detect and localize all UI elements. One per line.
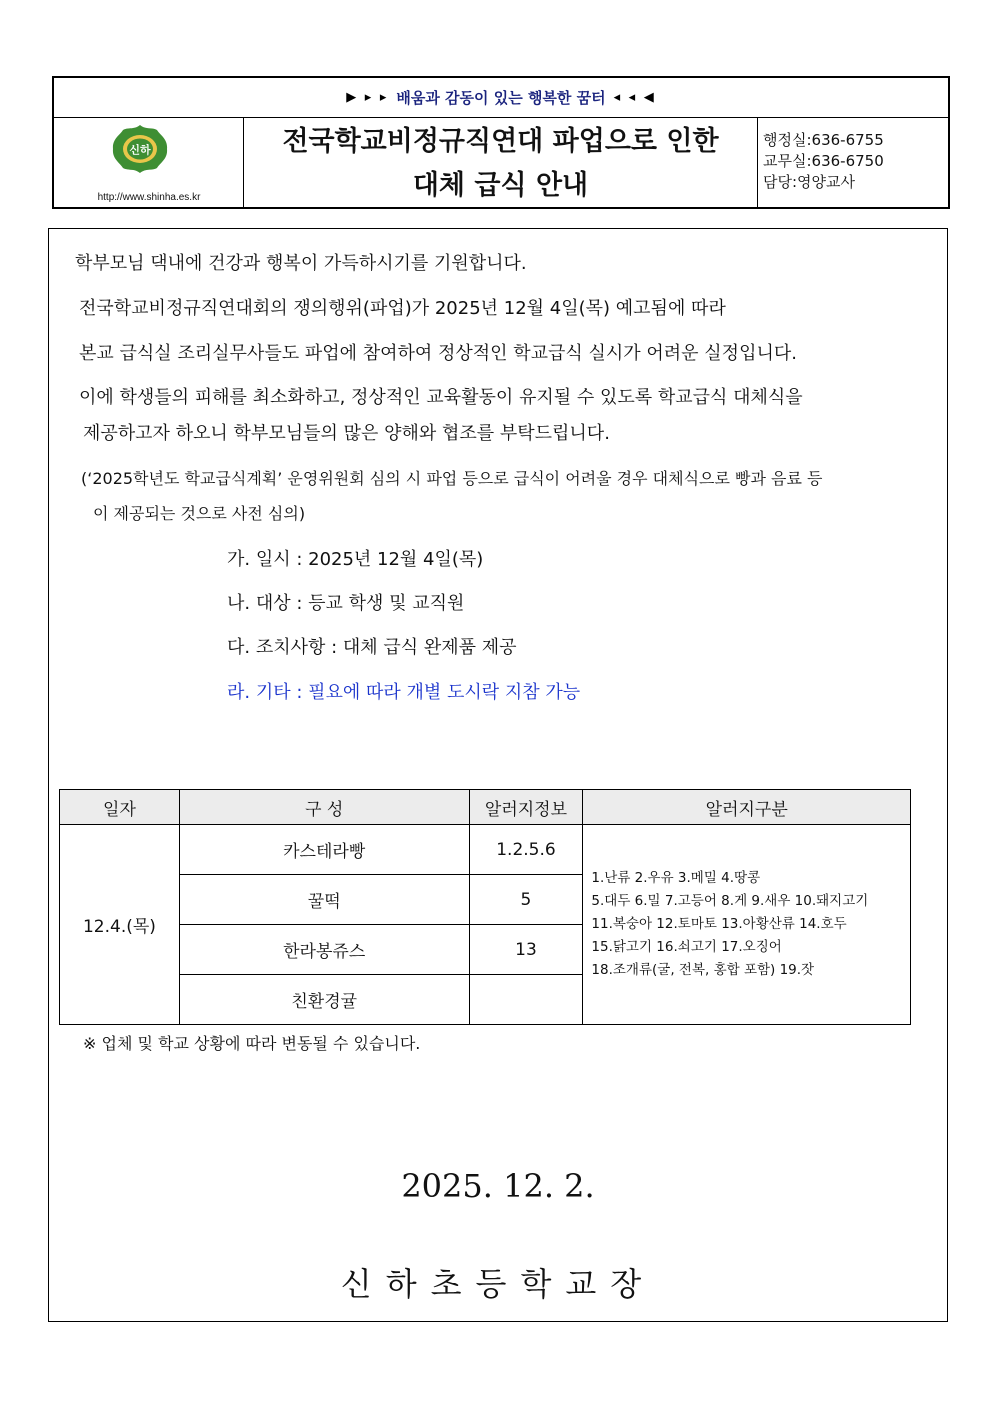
allergy-legend-line: 15.닭고기 16.쇠고기 17.오징어 <box>591 939 782 955</box>
school-logo-icon <box>111 124 169 174</box>
allergy-legend-line: 18.조개류(굴, 전복, 홍합 포함) 19.잣 <box>591 962 815 978</box>
greeting-paragraph: 학부모님 댁내에 건강과 행복이 가득하시기를 기원합니다. <box>75 253 527 274</box>
table-row <box>60 825 911 875</box>
allergy-legend-line: 5.대두 6.밀 7.고등어 8.게 9.새우 10.돼지고기 <box>591 893 869 909</box>
contact-info <box>760 130 950 193</box>
committee-note-line-2: 이 제공되는 것으로 사전 심의) <box>93 504 306 523</box>
food-allergy: 13 <box>469 925 583 975</box>
food-allergy: 5 <box>469 875 583 925</box>
contact-manager: 담당:영양교사 <box>763 173 855 191</box>
request-paragraph-line-2: 제공하고자 하오니 학부모님들의 많은 양해와 협조를 부탁드립니다. <box>83 423 610 444</box>
logo-text: 신하 <box>129 143 151 157</box>
document-title <box>244 118 758 209</box>
slogan-left-arrows: ▶ ▸ ▸ <box>346 90 389 105</box>
table-header-row <box>60 790 911 825</box>
food-item: 친환경귤 <box>179 975 469 1025</box>
notice-body <box>48 228 948 1322</box>
item-schedule: 가. 일시 : 2025년 12월 4일(목) <box>227 549 484 570</box>
title-line-2: 대체 급식 안내 <box>412 169 589 201</box>
committee-note-line-1: (‘2025학년도 학교급식계획’ 운영위원회 심의 시 파업 등으로 급식이 어려울 경우 대체식으로 빵과 음료 등 <box>81 469 823 488</box>
change-notice: ※ 업체 및 학교 상황에 따라 변동될 수 있습니다. <box>83 1034 421 1053</box>
contact-admin-office: 행정실:636-6755 <box>763 131 884 149</box>
header-allergy-legend: 알러지구분 <box>583 790 911 825</box>
issue-date: 2025. 12. 2. <box>401 1167 595 1205</box>
allergy-legend <box>583 825 911 1025</box>
food-item: 카스테라빵 <box>179 825 469 875</box>
food-allergy: 1.2.5.6 <box>469 825 583 875</box>
request-paragraph-line-1: 이에 학생들의 피해를 최소화하고, 정상적인 교육활동이 유지될 수 있도록 학교급식 대체식을 <box>79 387 803 408</box>
food-item: 한라봉쥬스 <box>179 925 469 975</box>
principal-signature: 신하초등학교장 <box>340 1265 656 1303</box>
header-date: 일자 <box>60 790 180 825</box>
allergy-legend-line: 1.난류 2.우유 3.메밀 4.땅콩 <box>591 870 761 886</box>
title-line-1: 전국학교비정규직연대 파업으로 인한 <box>282 125 719 157</box>
allergy-legend-line: 11.복숭아 12.토마토 13.아황산류 14.호두 <box>591 916 847 932</box>
situation-paragraph: 본교 급식실 조리실무사들도 파업에 참여하여 정상적인 학교급식 실시가 어려운 실정입니다. <box>79 343 797 364</box>
slogan-right-arrows: ◂ ◂ ◀ <box>613 90 656 105</box>
header-allergy-info: 알러지정보 <box>469 790 583 825</box>
food-allergy <box>469 975 583 1025</box>
header-composition: 구 성 <box>179 790 469 825</box>
serving-date: 12.4.(목) <box>60 825 180 1025</box>
logo-cell <box>54 118 244 209</box>
food-item: 꿀떡 <box>179 875 469 925</box>
item-other: 라. 기타 : 필요에 따라 개별 도시락 지참 가능 <box>227 682 581 703</box>
strike-paragraph: 전국학교비정규직연대회의 쟁의행위(파업)가 2025년 12월 4일(목) 예고됨에 따라 <box>79 298 726 319</box>
school-slogan: 배움과 감동이 있는 행복한 꿈터 <box>396 89 606 107</box>
item-measures: 다. 조치사항 : 대체 급식 완제품 제공 <box>227 637 517 658</box>
substitute-menu-table <box>59 789 911 1025</box>
school-website: http://www.shinha.es.kr <box>97 192 201 203</box>
school-slogan-row <box>54 78 948 118</box>
item-target: 나. 대상 : 등교 학생 및 교직원 <box>227 593 465 614</box>
letterhead <box>52 76 950 209</box>
contact-teachers-office: 교무실:636-6750 <box>763 152 884 170</box>
